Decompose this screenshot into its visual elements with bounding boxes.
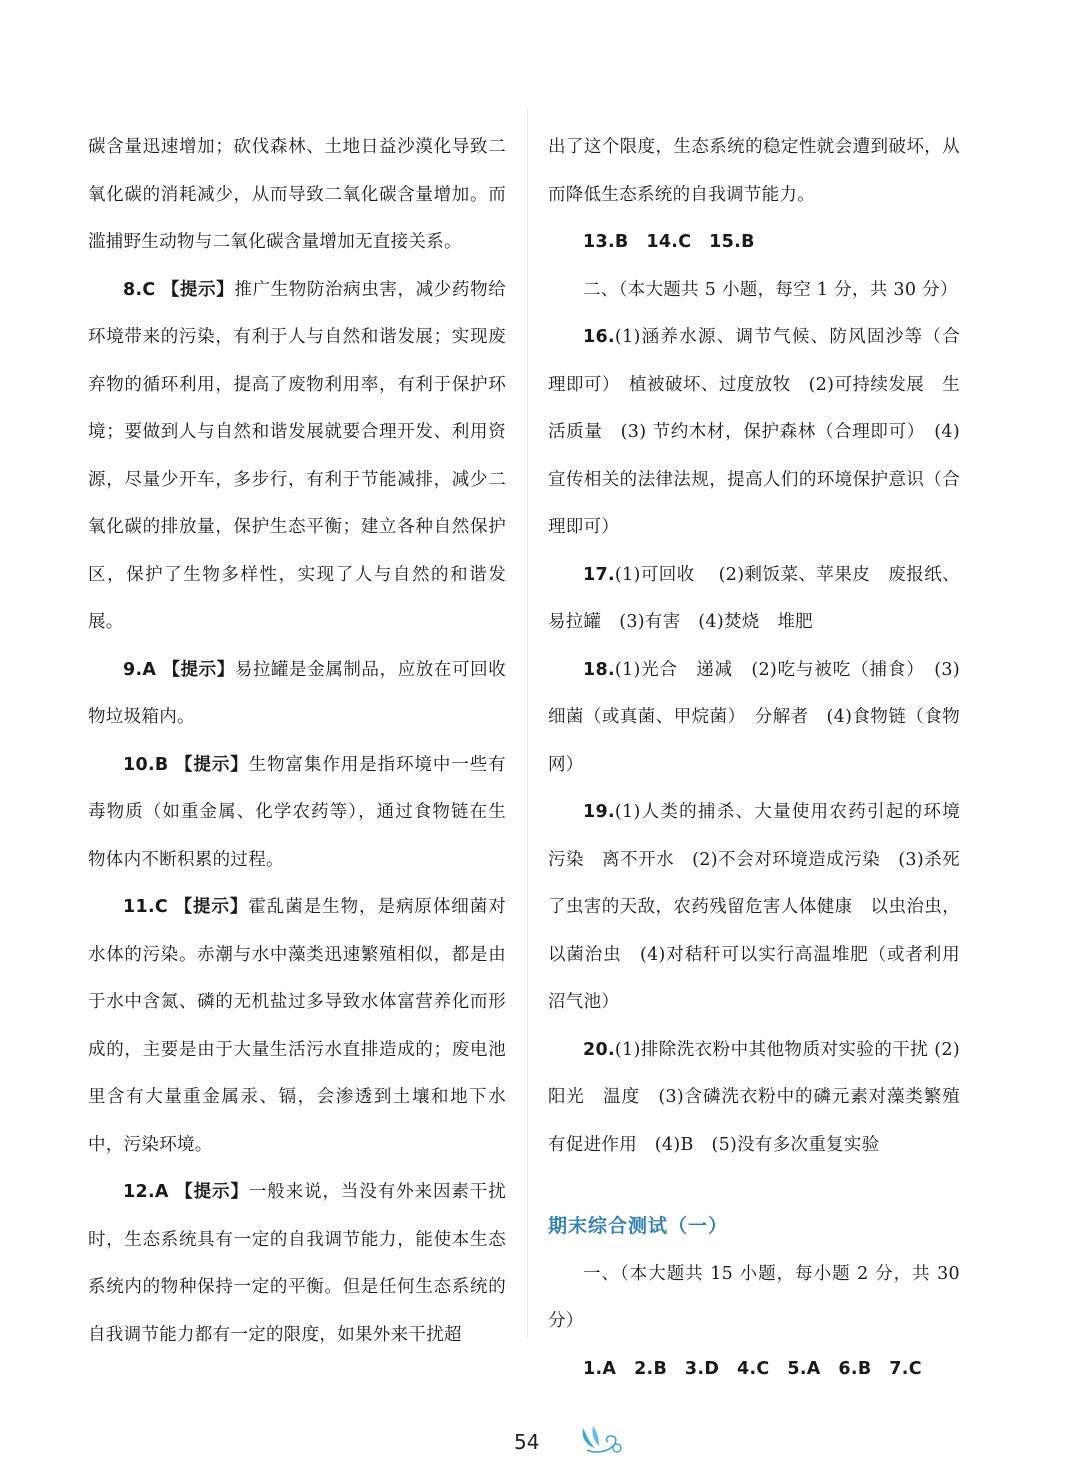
answer-10-hint-label: 【提示】 xyxy=(175,754,249,775)
answer-19-number: 19. xyxy=(583,802,615,822)
answer-11-number: 11.C xyxy=(123,897,169,917)
answer-12 xyxy=(88,1169,506,1359)
right-column xyxy=(548,124,960,1393)
answer-16-number: 16. xyxy=(583,327,615,347)
answer-10 xyxy=(88,742,506,885)
answers-1-7-text: 1.A 2.B 3.D 4.C 5.A 6.B 7.C xyxy=(583,1358,922,1379)
answer-8-text: 推广生物防治病虫害，减少药物给环境带来的污染，有利于人与自然和谐发展；实现废弃物的循环利用，提高了废物利用率，有利于保护环境；要做到人与自然和谐发展就要合理开发、利用资源，尽量少开车，多步行，有利于节能减排，减少二氧化碳的排放量，保护生态平衡；建立各种自然保护区，保护了生物多样性，实现了人与自然的和谐发展。 xyxy=(88,279,507,632)
answer-9-hint-label: 【提示】 xyxy=(162,659,235,680)
paragraph-continued-right: 出了这个限度，生态系统的稳定性就会遭到破坏，从而降低生态系统的自我调节能力。 xyxy=(548,137,960,205)
answer-9 xyxy=(88,647,506,742)
leaf-swirl-ornament-icon xyxy=(577,1422,625,1456)
answer-18-number: 18. xyxy=(583,659,615,680)
answer-18-text: (1)光合 递减 (2)吃与被吃（捕食） (3) 细菌（或真菌、甲烷菌） 分解者 (4)食物链（食物网） xyxy=(548,659,960,775)
page-number: 54 xyxy=(514,1430,540,1454)
answer-17-text: (1)可回收 (2)剩饭菜、苹果皮 废报纸、易拉罐 (3)有害 (4)焚烧 堆肥 xyxy=(548,564,960,632)
answer-12-hint-label: 【提示】 xyxy=(175,1182,249,1202)
answer-9-number: 9.A xyxy=(123,659,157,680)
answer-19-text: (1)人类的捕杀、大量使用农药引起的环境污染 离不开水 (2)不会对环境造成污染 (3)杀死了虫害的天敌，农药残留危害人体健康 以虫治虫，以菌治虫 (4)对秸秆可以实行高温堆肥（或者利用沼气池） xyxy=(548,802,960,1012)
answer-11 xyxy=(88,884,506,1169)
section-1-heading: 一、（本大题共 15 小题，每小题 2 分，共 30 分） xyxy=(548,1263,960,1331)
answer-19 xyxy=(548,789,960,1027)
answer-11-text: 霍乱菌是生物，是病原体细菌对水体的污染。赤潮与水中藻类迅速繁殖相似，都是由于水中含氮、磷的无机盐过多导致水体富营养化而形成的，主要是由于大量生活污水直排造成的；废电池里含有大量重金属汞、镉，会渗透到土壤和地下水中，污染环境。 xyxy=(88,897,506,1155)
answer-20-text: (1)排除洗衣粉中其他物质对实验的干扰 (2)阳光 温度 (3)含磷洗衣粉中的磷元素对藻类繁殖有促进作用 (4)B (5)没有多次重复实验 xyxy=(548,1039,960,1155)
answers-13-15 xyxy=(548,219,960,267)
answer-16-text: (1)涵养水源、调节气候、防风固沙等（合理即可） 植被破坏、过度放牧 (2)可持续发展 生活质量 (3) 节约木材，保护森林（合理即可） (4) 宣传相关的法律法规，提高人们的环境保护意识（合理即可） xyxy=(548,327,960,537)
answer-10-number: 10.B xyxy=(123,754,169,775)
answer-10-text: 生物富集作用是指环境中一些有毒物质（如重金属、化学农药等），通过食物链在生物体内不断积累的过程。 xyxy=(88,754,506,870)
section-2-heading: 二、（本大题共 5 小题，每空 1 分，共 30 分） xyxy=(583,279,958,300)
answer-8 xyxy=(88,267,506,647)
page-footer xyxy=(0,1430,1071,1470)
answer-17-number: 17. xyxy=(583,564,615,585)
left-column xyxy=(88,124,506,1359)
paragraph-continued: 碳含量迅速增加；砍伐森林、土地日益沙漠化导致二氧化碳的消耗减少，从而导致二氧化碳含量增加。而滥捕野生动物与二氧化碳含量增加无直接关系。 xyxy=(88,137,506,252)
answer-12-number: 12.A xyxy=(123,1182,169,1202)
answer-17 xyxy=(548,552,960,647)
answers-13-15-text: 13.B 14.C 15.B xyxy=(583,232,755,252)
answer-16 xyxy=(548,314,960,552)
column-divider xyxy=(527,108,528,1338)
answer-8-hint-label: 【提示】 xyxy=(161,279,235,300)
answer-20 xyxy=(548,1027,960,1170)
section-title: 期末综合测试（一） xyxy=(548,1215,729,1237)
answer-11-hint-label: 【提示】 xyxy=(174,897,249,917)
answer-12-text: 一般来说，当没有外来因素干扰时，生态系统具有一定的自我调节能力，能使本生态系统内的物种保持一定的平衡。但是任何生态系统的自我调节能力都有一定的限度，如果外来干扰超 xyxy=(88,1182,506,1345)
answer-9-text: 易拉罐是金属制品，应放在可回收物垃圾箱内。 xyxy=(88,659,506,727)
answer-18 xyxy=(548,647,960,790)
answers-1-7 xyxy=(548,1346,960,1394)
answer-20-number: 20. xyxy=(583,1039,615,1060)
answer-8-number: 8.C xyxy=(123,279,156,300)
